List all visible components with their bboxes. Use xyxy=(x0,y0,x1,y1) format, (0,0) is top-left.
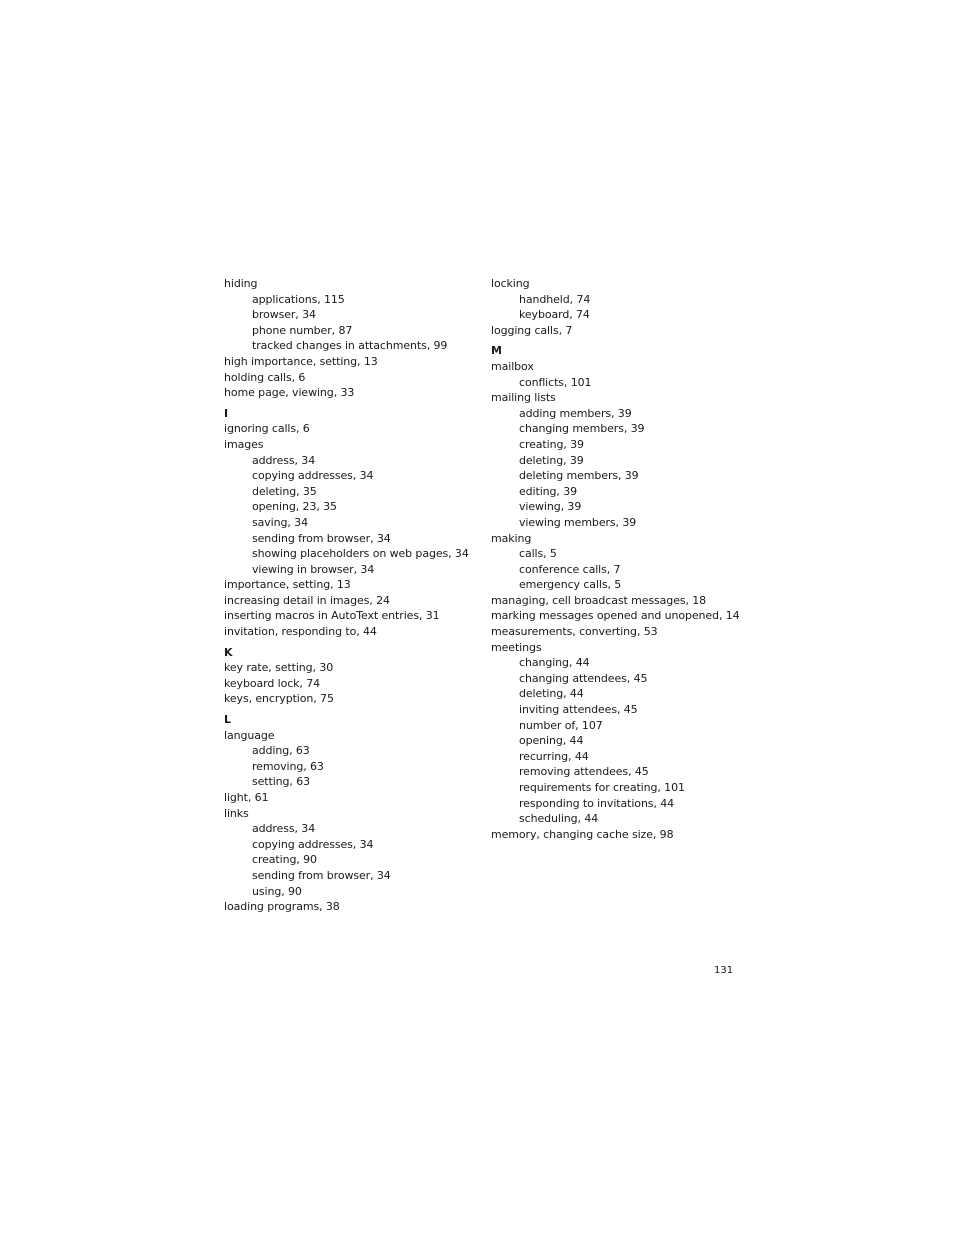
index-subentry: responding to invitations, 44 xyxy=(519,796,675,810)
index-subentry: sending from browser, 34 xyxy=(252,868,391,882)
index-subentry: requirements for creating, 101 xyxy=(519,781,685,794)
index-entry: home page, viewing, 33 xyxy=(224,386,355,400)
index-entry: mailing lists xyxy=(491,391,556,405)
index-subentry: setting, 63 xyxy=(252,775,311,789)
index-subentry: removing, 63 xyxy=(252,759,324,773)
index-entry: hiding xyxy=(224,277,258,290)
index-subentry: recurring, 44 xyxy=(519,749,589,763)
index-section xyxy=(224,406,474,640)
index-subentry: copying addresses, 34 xyxy=(252,837,374,851)
index-entry: increasing detail in images, 24 xyxy=(224,593,390,607)
index-entry: keyboard lock, 74 xyxy=(224,676,321,690)
index-entry: images xyxy=(224,437,264,451)
index-entry: links xyxy=(224,806,249,820)
index-subentry: viewing members, 39 xyxy=(519,515,637,529)
index-subentry: keyboard, 74 xyxy=(519,308,590,322)
index-entry: inserting macros in AutoText entries, 31 xyxy=(224,609,440,623)
index-entry: meetings xyxy=(491,640,542,654)
page-number: 131 xyxy=(714,965,734,976)
index-entry: measurements, converting, 53 xyxy=(491,625,658,639)
index-subentry: saving, 34 xyxy=(252,515,308,529)
index-entry: key rate, setting, 30 xyxy=(224,661,334,675)
index-section xyxy=(224,712,474,915)
index-subentry: emergency calls, 5 xyxy=(519,578,622,592)
index-subentry: opening, 44 xyxy=(519,734,584,748)
index-subentry: phone number, 87 xyxy=(252,323,353,337)
index-entry: marking messages opened and unopened, 14 xyxy=(491,609,740,623)
index-column-right xyxy=(491,276,740,842)
index-subentry: adding, 63 xyxy=(252,744,310,758)
index-subentry: handheld, 74 xyxy=(519,292,591,306)
section-letter: L xyxy=(224,713,231,727)
index-entry: memory, changing cache size, 98 xyxy=(491,827,674,841)
index-subentry: adding members, 39 xyxy=(519,406,632,420)
index-entry: holding calls, 6 xyxy=(224,370,306,384)
index-subentry: tracked changes in attachments, 99 xyxy=(252,339,448,353)
index-entry: language xyxy=(224,728,275,742)
index-section xyxy=(491,276,731,338)
section-letter: M xyxy=(491,344,502,358)
index-subentry: removing attendees, 45 xyxy=(519,765,649,779)
index-subentry: deleting, 39 xyxy=(519,453,584,467)
index-subentry: using, 90 xyxy=(252,884,302,898)
index-section xyxy=(491,343,740,842)
index-entry: locking xyxy=(491,277,530,290)
index-entry: managing, cell broadcast messages, 18 xyxy=(491,593,707,607)
index-subentry: deleting members, 39 xyxy=(519,469,639,483)
index-subentry: address, 34 xyxy=(252,453,316,467)
index-section xyxy=(224,645,474,707)
index-column-left xyxy=(224,276,474,915)
index-subentry: changing attendees, 45 xyxy=(519,671,648,685)
index-subentry: showing placeholders on web pages, 34 xyxy=(252,547,469,561)
index-subentry: viewing, 39 xyxy=(519,500,582,514)
index-subentry: calls, 5 xyxy=(519,547,557,561)
index-subentry: address, 34 xyxy=(252,822,316,836)
index-subentry: changing, 44 xyxy=(519,656,590,670)
index-subentry: inviting attendees, 45 xyxy=(519,703,638,717)
index-subentry: viewing in browser, 34 xyxy=(252,562,375,576)
section-letter: I xyxy=(224,406,228,420)
index-subentry: number of, 107 xyxy=(519,718,603,732)
index-subentry: browser, 34 xyxy=(252,308,316,322)
index-entry: light, 61 xyxy=(224,791,269,804)
section-letter: K xyxy=(224,645,233,659)
index-entry: logging calls, 7 xyxy=(491,323,573,337)
index-section xyxy=(224,276,474,401)
index-subentry: creating, 39 xyxy=(519,437,584,451)
index-subentry: applications, 115 xyxy=(252,292,345,306)
index-subentry: editing, 39 xyxy=(519,484,578,498)
index-entry: ignoring calls, 6 xyxy=(224,422,310,436)
index-entry: loading programs, 38 xyxy=(224,900,340,914)
index-subentry: copying addresses, 34 xyxy=(252,469,374,483)
index-subentry: changing members, 39 xyxy=(519,422,645,436)
index-entry: making xyxy=(491,531,532,545)
index-subentry: creating, 90 xyxy=(252,853,317,867)
index-subentry: sending from browser, 34 xyxy=(252,531,391,545)
index-subentry: conference calls, 7 xyxy=(519,562,621,576)
index-subentry: scheduling, 44 xyxy=(519,812,599,826)
index-entry: mailbox xyxy=(491,359,534,373)
index-subentry: deleting, 44 xyxy=(519,687,584,701)
index-subentry: conflicts, 101 xyxy=(519,375,592,389)
index-entry: high importance, setting, 13 xyxy=(224,354,378,368)
index-entry: importance, setting, 13 xyxy=(224,578,351,592)
index-subentry: deleting, 35 xyxy=(252,484,317,498)
index-entry: invitation, responding to, 44 xyxy=(224,625,377,639)
index-entry: keys, encryption, 75 xyxy=(224,692,334,706)
index-subentry: opening, 23, 35 xyxy=(252,500,337,514)
